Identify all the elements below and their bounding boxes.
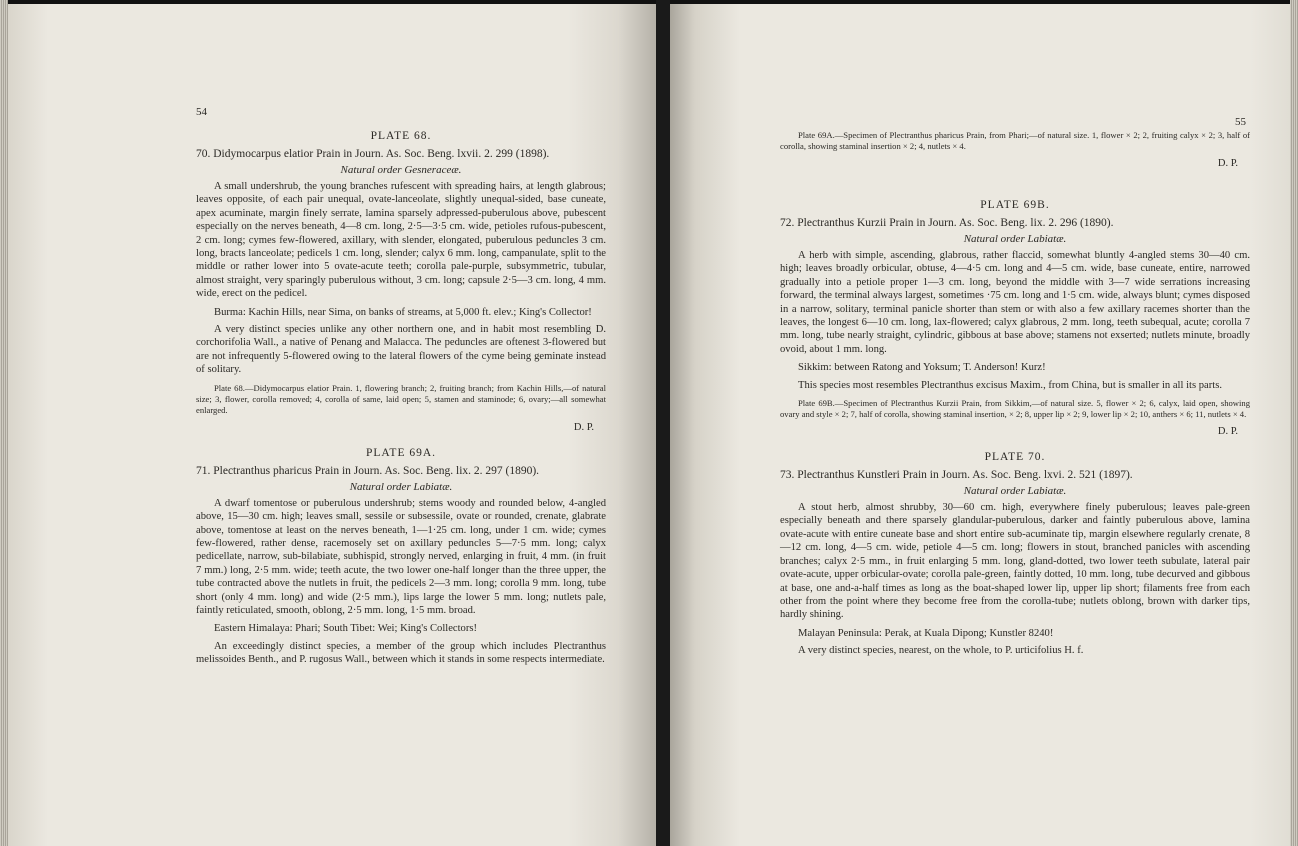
species-entry: 71. Plectranthus pharicus Prain in Journ. As. Soc. Beng. lix. 2. 297 (1890). bbox=[196, 464, 540, 477]
species-description: A small undershrub, the young branches rufescent with spreading hairs, at length glabrous; leaves opposite, of each pair unequal, ovate-lanceolate, slightly unequal-sided, base cuneate, apex acuminate, margin finely serrate, lamina sparsely adpressed-puberulous above, pubescent especially on the nerves beneath, 4—8 cm. long, 2·5—3·5 cm. wide, petioles rufous-pubescent, 2 cm. long; cymes few-flowered, axillary, with slender, elongated, puberulous peduncles 3 cm. long, bracts lanceolate; pedicels 1 cm. long, slender; calyx 6 mm. long, campanulate, split to the middle or rather lower into 5 ovate-acute teeth; corolla pale-purple, subsymmetric, tubular, almost straight, very sparingly puberulous without, 3 cm. long; capsule 2·5—3 cm. long, 4 mm. wide, erect on the pedicel. bbox=[196, 181, 606, 300]
plate-heading: PLATE 68. bbox=[370, 130, 432, 142]
species-description: A stout herb, almost shrubby, 30—60 cm. high, everywhere finely puberulous; leaves pale-green especially beneath and there sparsely glandular-puberulous, darker and faintly puberulous above, lamina ovate-acute with entire cuneate base and short entire sub-acuminate tip, margin elsewhere regularly crenate, 8—12 cm. long, 4—5 cm. wide, petiole 4—5 cm. long; flowers in stout, branched panicles with ascending branches; calyx 2·5 mm., in fruit enlarging 5 mm. long, gland-dotted, two lower teeth subulate, lateral pair ovate-acute, upper orbicular-ovate; corolla pale-green, faintly dotted, 10 mm. long, tube decurved and gibbous at base, one and-a-half times as long as the boat-shaped lower lip, upper lip short; filaments free from each other from the point where they become free from the corolla-tube; nutlets oblong, brown with darker tips, hardly shining. bbox=[780, 502, 1250, 621]
right-page bbox=[670, 4, 1290, 846]
remarks: A very distinct species, nearest, on the whole, to P. urticifolius H. f. bbox=[798, 645, 1084, 657]
plate-caption: Plate 69B.—Specimen of Plectranthus Kurzii Prain, from Sikkim,—of natural size. 5, flower × 2; 6, calyx, laid open, showing ovary and style × 2; 7, half of corolla, showing staminal insertion, × 2; 8, upper lip × 2; 9, lower lip × 2; 10, anthers × 6; 11, nutlets × 4. bbox=[780, 398, 1250, 420]
natural-order: Natural order Gesneraceæ. bbox=[340, 164, 462, 176]
locality: Sikkim: between Ratong and Yoksum; T. Anderson! Kurz! bbox=[798, 362, 1046, 374]
species-entry: 70. Didymocarpus elatior Prain in Journ. As. Soc. Beng. lxvii. 2. 299 (1898). bbox=[196, 148, 550, 160]
plate-heading: PLATE 70. bbox=[984, 451, 1046, 464]
remarks: An exceedingly distinct species, a member of the group which includes Plectranthus melissoides Benth., and P. rugosus Wall., between which it stands in some respects intermediate. bbox=[196, 640, 606, 666]
species-description: A dwarf tomentose or puberulous undershrub; stems woody and rounded below, 4-angled above, 15—30 cm. high; leaves small, sessile or subsessile, ovate or rounded, crenate, glabrate above, tomentose at least on the nerves beneath, 1—1·25 cm. long, under 1 cm. wide; cymes few-flowered, rather dense, racemosely set on axillary peduncles 5—7·5 mm. long; calyx pedicellate, narrow, sub-bilabiate, subhispid, strongly nerved, enlarging in fruit, 4 mm. (in fruit 7 mm.) long, 2·5 mm. wide; teeth acute, the two lower one-half longer than the three upper, the tube contracted above the nutlets in fruit, the pedicels 2—3 mm. long; corolla 9 mm. long, tube short (only 4 mm. long) and wide (2·5 mm.), lips large the lower 5 mm. long; nutlets pale, faintly reticulated, smooth, oblong, 2·5 mm. long, 1·5 mm. broad. bbox=[196, 497, 606, 616]
right-text-column bbox=[780, 130, 1250, 658]
remarks: This species most resembles Plectranthus excisus Maxim., from China, but is smaller in all its parts. bbox=[798, 379, 1222, 391]
natural-order: Natural order Labiatæ. bbox=[963, 233, 1067, 245]
author-signature: D. P. bbox=[1217, 426, 1238, 438]
species-entry: 72. Plectranthus Kurzii Prain in Journ. As. Soc. Beng. lix. 2. 296 (1890). bbox=[780, 217, 1114, 229]
natural-order: Natural order Labiatæ. bbox=[349, 480, 453, 493]
plate-heading: PLATE 69A. bbox=[365, 446, 437, 459]
page-number: 55 bbox=[1235, 116, 1246, 128]
right-page-edges bbox=[1290, 0, 1298, 846]
plate-caption: Plate 69A.—Specimen of Plectranthus pharicus Prain, from Phari;—of natural size. 1, flower × 2; 2, fruiting calyx × 2; 3, half of corolla, showing staminal insertion × 2; 4, nutlets × 4. bbox=[780, 130, 1250, 151]
species-entry: 73. Plectranthus Kunstleri Prain in Journ. As. Soc. Beng. lxvi. 2. 521 (1897). bbox=[780, 469, 1133, 482]
page-number: 54 bbox=[196, 106, 207, 118]
author-signature: D. P. bbox=[1217, 158, 1238, 169]
locality: Burma: Kachin Hills, near Sima, on banks of streams, at 5,000 ft. elev.; King's Collector! bbox=[214, 306, 592, 318]
book-gutter bbox=[656, 0, 670, 846]
locality: Malayan Peninsula: Perak, at Kuala Dipong; Kunstler 8240! bbox=[798, 627, 1054, 639]
species-description: A herb with simple, ascending, glabrous, rather flaccid, somewhat bluntly 4-angled stems 30—40 cm. high; leaves broadly orbicular, obtuse, 4—4·5 cm. long and 4—5 cm. wide, base cuneate, entire, narrowed gradually into a petiole proper 1—3 cm. long, beyond the middle with 3—7 wide serrations increasing forward, the terminal always largest, sometimes ·75 cm. long and 1·5 cm. wide, always blunt; cymes disposed in a narrow, solitary, terminal panicle shorter than stem or with also a few axillary racemes shorter than the leaves, the longest 6—10 cm. long, lax-flowered; calyx glabrous, 2 mm. long, teeth subequal, acute; corolla 7 mm. long, tube nearly straight, cylindric, gibbous at base above; stamens not exserted; nutlets minute, broadly ovoid, about 1 mm. long. bbox=[780, 250, 1250, 355]
left-text-column bbox=[196, 130, 606, 667]
left-page-edges bbox=[0, 0, 8, 846]
locality: Eastern Himalaya: Phari; South Tibet: Wei; King's Collectors! bbox=[214, 623, 478, 635]
plate-heading: PLATE 69B. bbox=[980, 199, 1050, 211]
left-page bbox=[8, 4, 656, 846]
natural-order: Natural order Labiatæ. bbox=[963, 485, 1067, 498]
author-signature: D. P. bbox=[573, 421, 594, 433]
remarks: A very distinct species unlike any other northern one, and in habit most resembling D. corchorifolia Wall., a native of Penang and Malacca. The peduncles are oftenest 3-flowered but are not infrequently 5-flowered owing to the lateral flowers of the cyme being geminate instead of solitary. bbox=[196, 324, 606, 376]
plate-caption: Plate 68.—Didymocarpus elatior Prain. 1, flowering branch; 2, fruiting branch; from Kachin Hills,—of natural size; 3, flower, corolla removed; 4, corolla of same, laid open; 5, stamen and staminode; 6, ovary;—all somewhat enlarged. bbox=[196, 382, 606, 415]
